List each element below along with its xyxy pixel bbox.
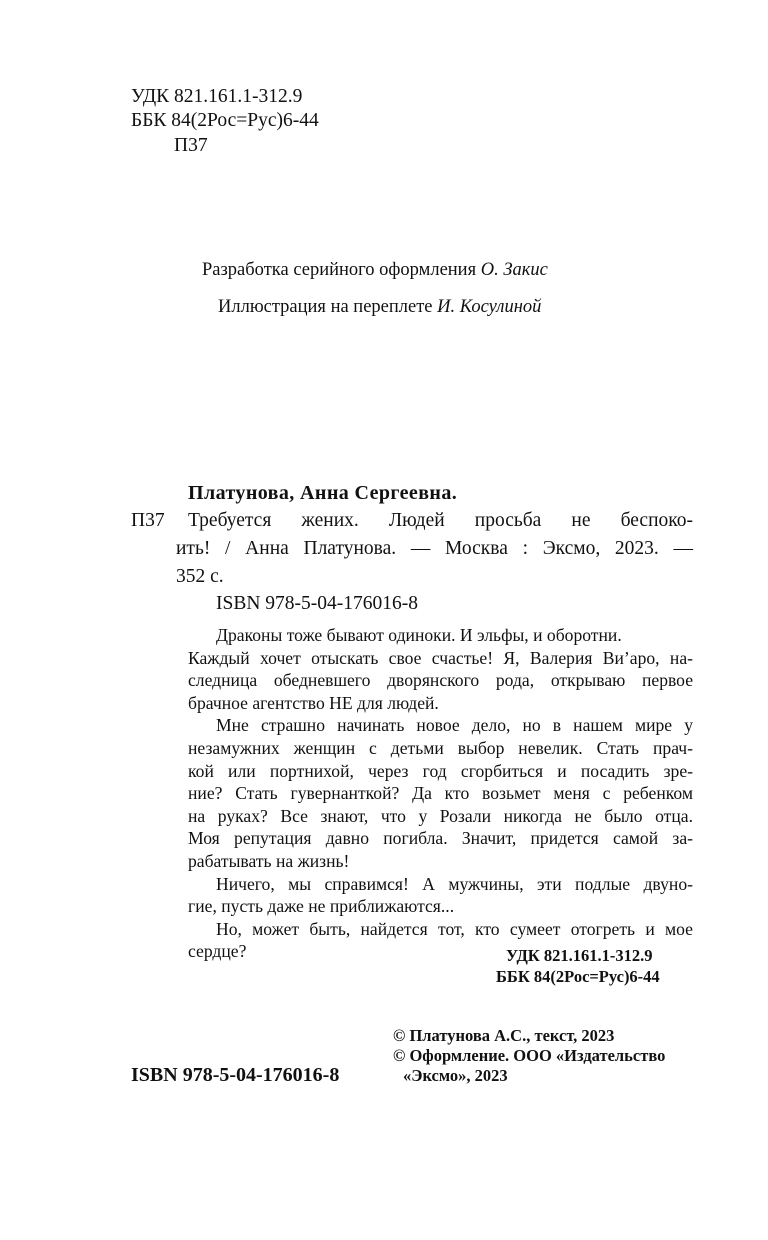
series-design-credit [202, 258, 548, 282]
annotation-line: ние? Стать гувернанткой? Да кто возьмет меня с ребенком [188, 783, 693, 804]
annotation-line: Мне страшно начинать новое дело, но в нашем мире у [216, 715, 693, 736]
annotation-line: Моя репутация давно погибла. Значит, придется самой за- [188, 828, 693, 849]
annotation [188, 624, 693, 963]
illustration-credit [218, 295, 541, 319]
author-mark-code: П37 [174, 135, 208, 156]
footer-isbn: ISBN 978-5-04-176016-8 [131, 1064, 340, 1086]
annotation-line: Каждый хочет отыскать свое счастье! Я, Валерия Ви’аро, на- [188, 647, 693, 668]
copyright-line: © Оформление. ООО «Издательство [393, 1046, 666, 1065]
annotation-line: на руках? Все знают, что у Розали никогда не было отца. [188, 805, 693, 826]
annotation-line: Драконы тоже бывают одиноки. И эльфы, и оборотни. [216, 625, 622, 645]
catalog-isbn: ISBN 978-5-04-176016-8 [216, 593, 419, 614]
copyright-block [393, 1026, 665, 1086]
bbk-bold: ББК 84(2Рос=Рус)6-44 [496, 967, 660, 986]
series-design-label: Разработка серийного оформления [202, 260, 477, 280]
annotation-line: сердце? [188, 941, 247, 962]
copyright-line: «Эксмо», 2023 [403, 1066, 508, 1085]
title-line: Требуется жених. Людей просьба не беспоко- [188, 510, 693, 531]
title-line: 352 с. [176, 566, 224, 587]
annotation-line: следница обедневшего дворянского рода, открываю первое [188, 670, 693, 691]
udk-bold: УДК 821.161.1-312.9 [506, 946, 653, 965]
series-design-name: О. Закис [480, 260, 548, 280]
annotation-line: Но, может быть, найдется тот, кто сумеет отогреть и мое [216, 918, 693, 939]
annotation-line: брачное агентство НЕ для людей. [188, 692, 439, 713]
title-line: ить! / Анна Платунова. — Москва : Эксмо, 2023. — [176, 538, 693, 559]
catalog-code: П37 [131, 510, 165, 531]
annotation-line: гие, пусть даже не приближаются... [188, 896, 455, 917]
udk-code: УДК 821.161.1-312.9 [131, 86, 303, 107]
annotation-line: незамужних женщин с детьми выбор невелик. Стать прач- [188, 737, 693, 758]
author-heading: Платунова, Анна Сергеевна. [188, 482, 458, 504]
title-block [176, 507, 693, 591]
bbk-code: ББК 84(2Рос=Рус)6-44 [131, 110, 319, 131]
copyright-line: © Платунова А.С., текст, 2023 [393, 1026, 615, 1045]
illustration-name: И. Косулиной [437, 297, 542, 317]
illustration-label: Иллюстрация на переплете [218, 297, 433, 317]
annotation-line: рабатывать на жизнь! [188, 850, 350, 871]
annotation-line: Ничего, мы справимся! А мужчины, эти подлые двуно- [216, 873, 693, 894]
annotation-line: кой или портнихой, через год сгорбиться и посадить зре- [188, 760, 693, 781]
